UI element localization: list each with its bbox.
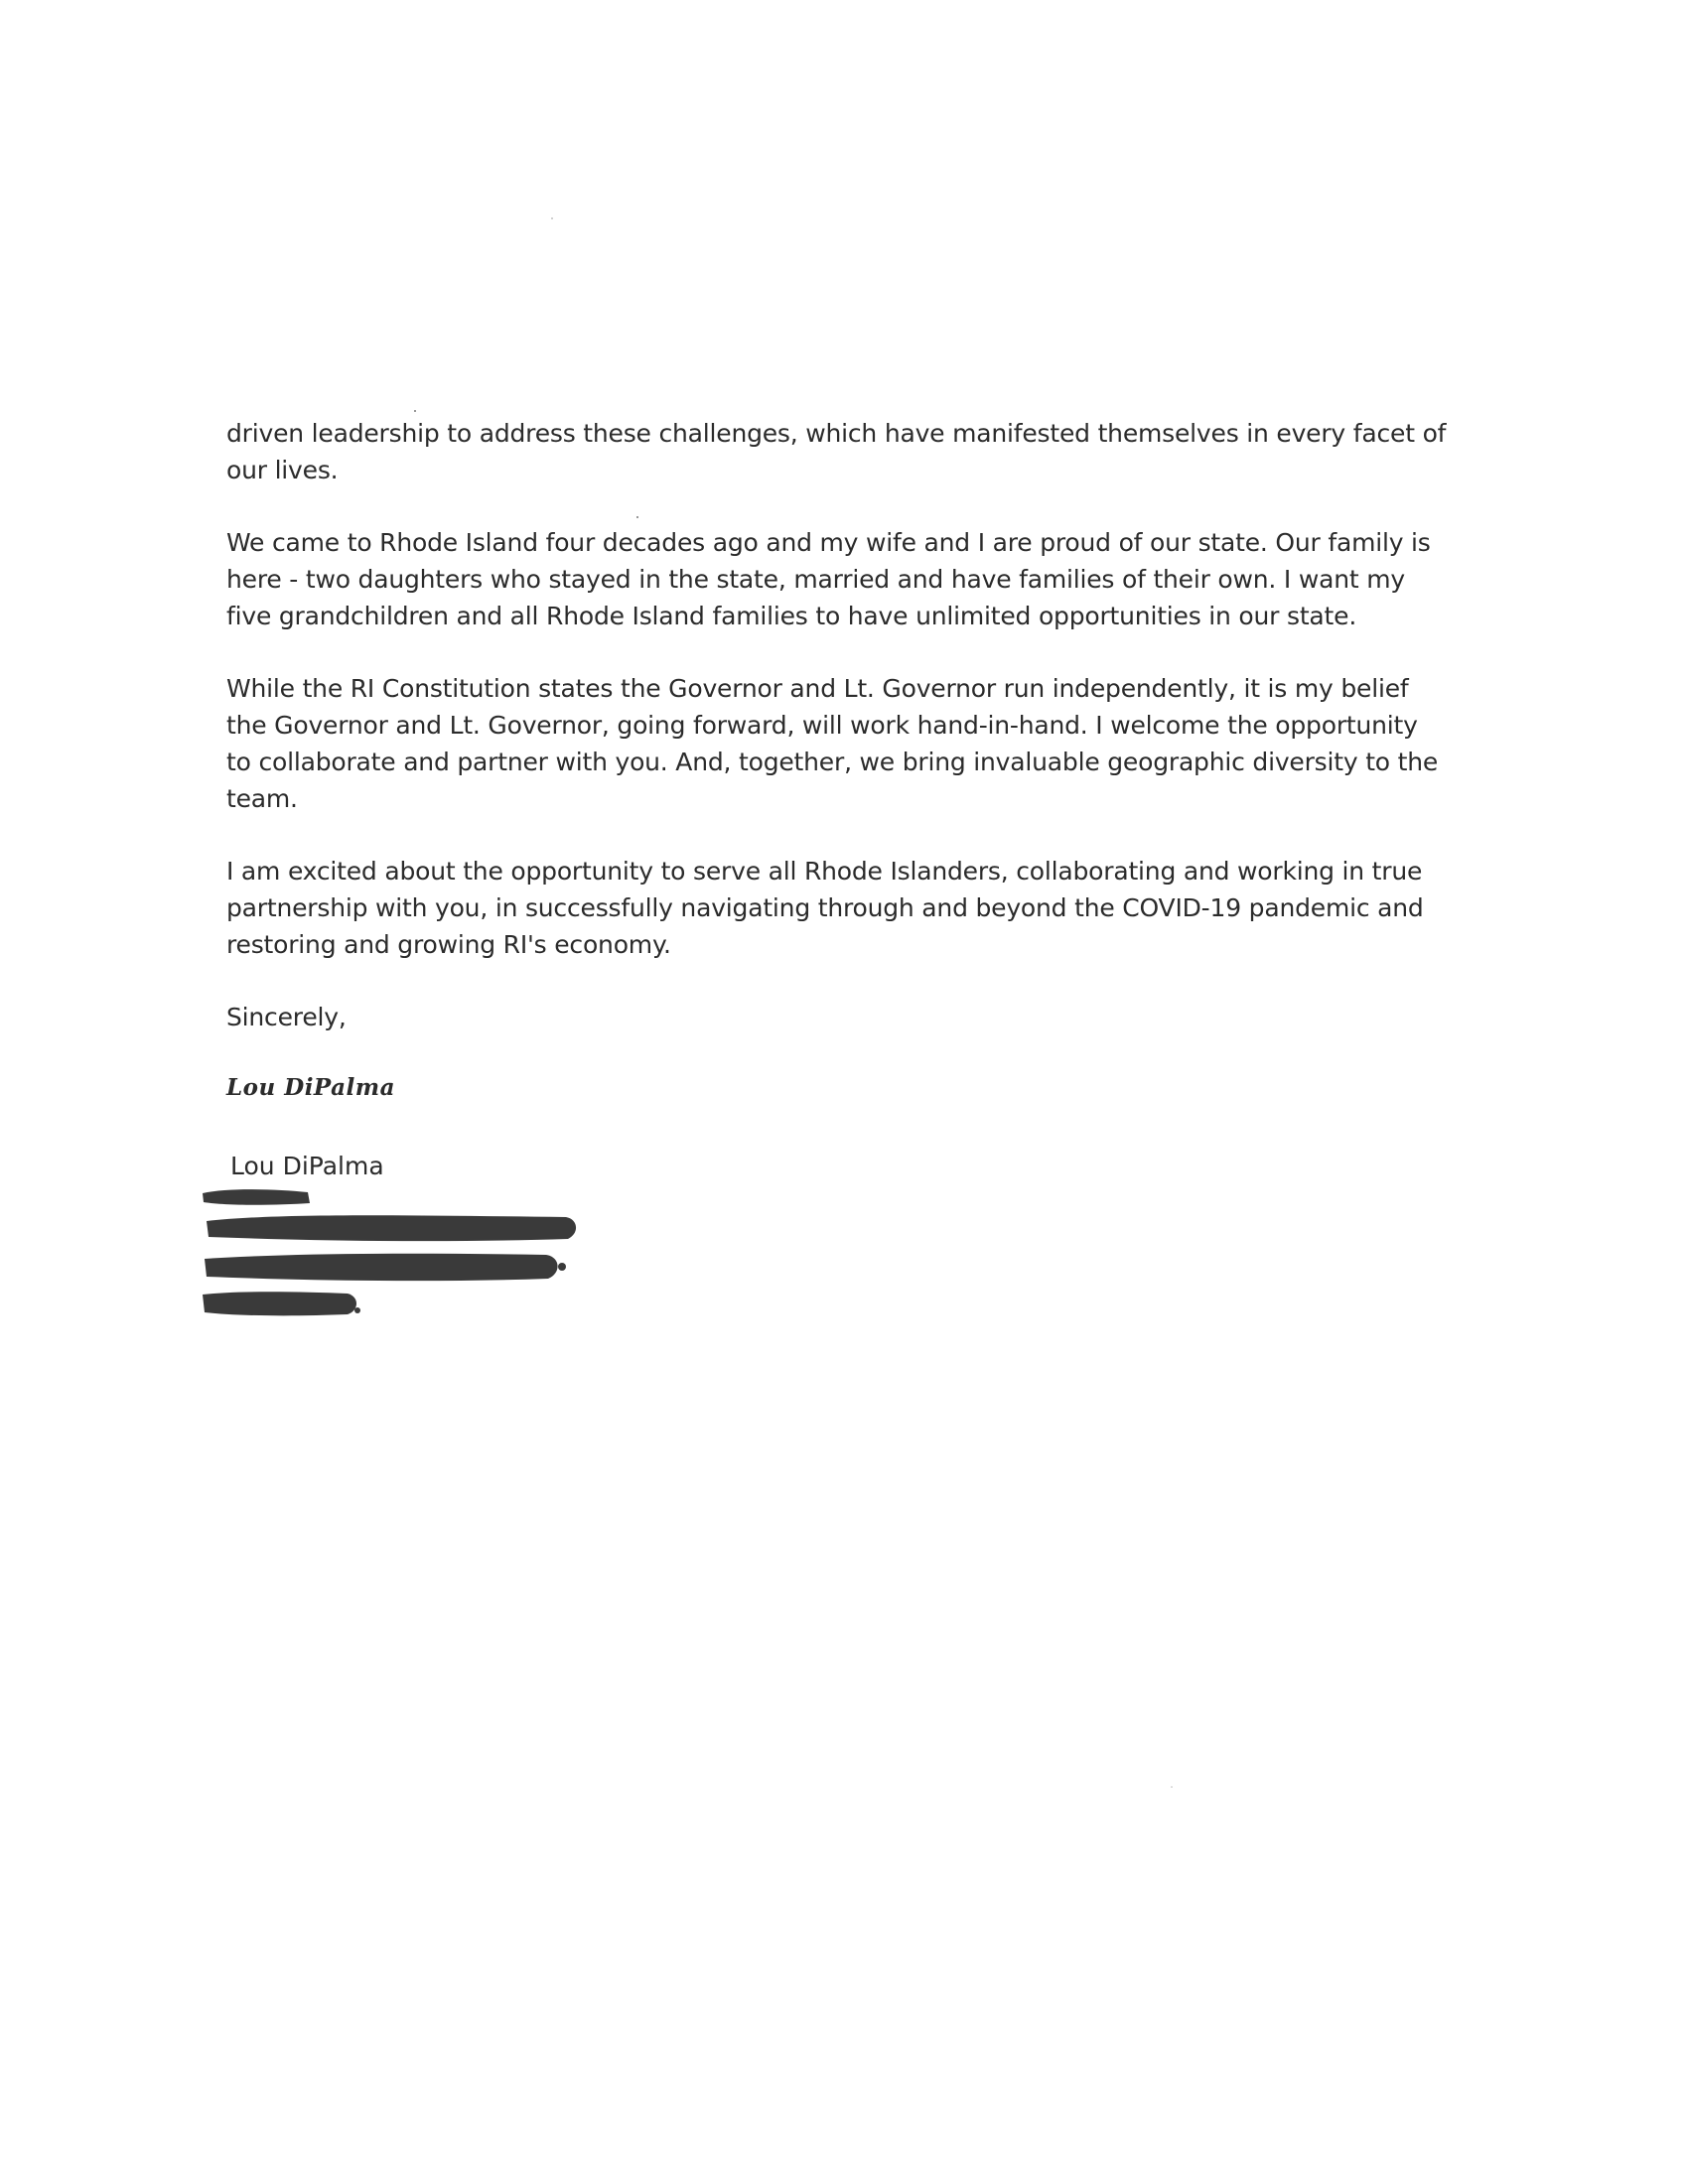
- paragraph-1: driven leadership to address these challenges, which have manifested themselves in every facet of our lives.: [226, 419, 1447, 484]
- redaction-marks: [199, 1183, 596, 1342]
- closing-salutation: Sincerely,: [226, 1003, 347, 1031]
- redaction-line-1: [203, 1189, 310, 1205]
- handwritten-signature: Lou DiPalma: [226, 1074, 395, 1101]
- paragraph-2: We came to Rhode Island four decades ago and my wife and I are proud of our state. Our family is here - two daughters who stayed in the state, married and have families of their own. I want my five grandchildren and all Rhode Island families to have unlimited opportunities in our state.: [226, 528, 1431, 630]
- redacted-address-block: [199, 1183, 596, 1342]
- redaction-line-4: [203, 1292, 356, 1315]
- redaction-line-3: [205, 1254, 558, 1281]
- redaction-line-2: [207, 1215, 576, 1241]
- letter-body: [226, 415, 1448, 1071]
- printed-name: Lou DiPalma: [230, 1152, 384, 1180]
- paragraph-4: I am excited about the opportunity to serve all Rhode Islanders, collaborating and working in true partnership with you, in successfully navigating through and beyond the COVID-19 pandemic and restoring and growing RI's economy.: [226, 857, 1424, 959]
- paragraph-3: While the RI Constitution states the Governor and Lt. Governor run independently, it is my belief the Governor and Lt. Governor, going forward, will work hand-in-hand. I welcome the opportunity to collaborate and partner with you. And, together, we bring invaluable geographic diversity to the team.: [226, 674, 1439, 813]
